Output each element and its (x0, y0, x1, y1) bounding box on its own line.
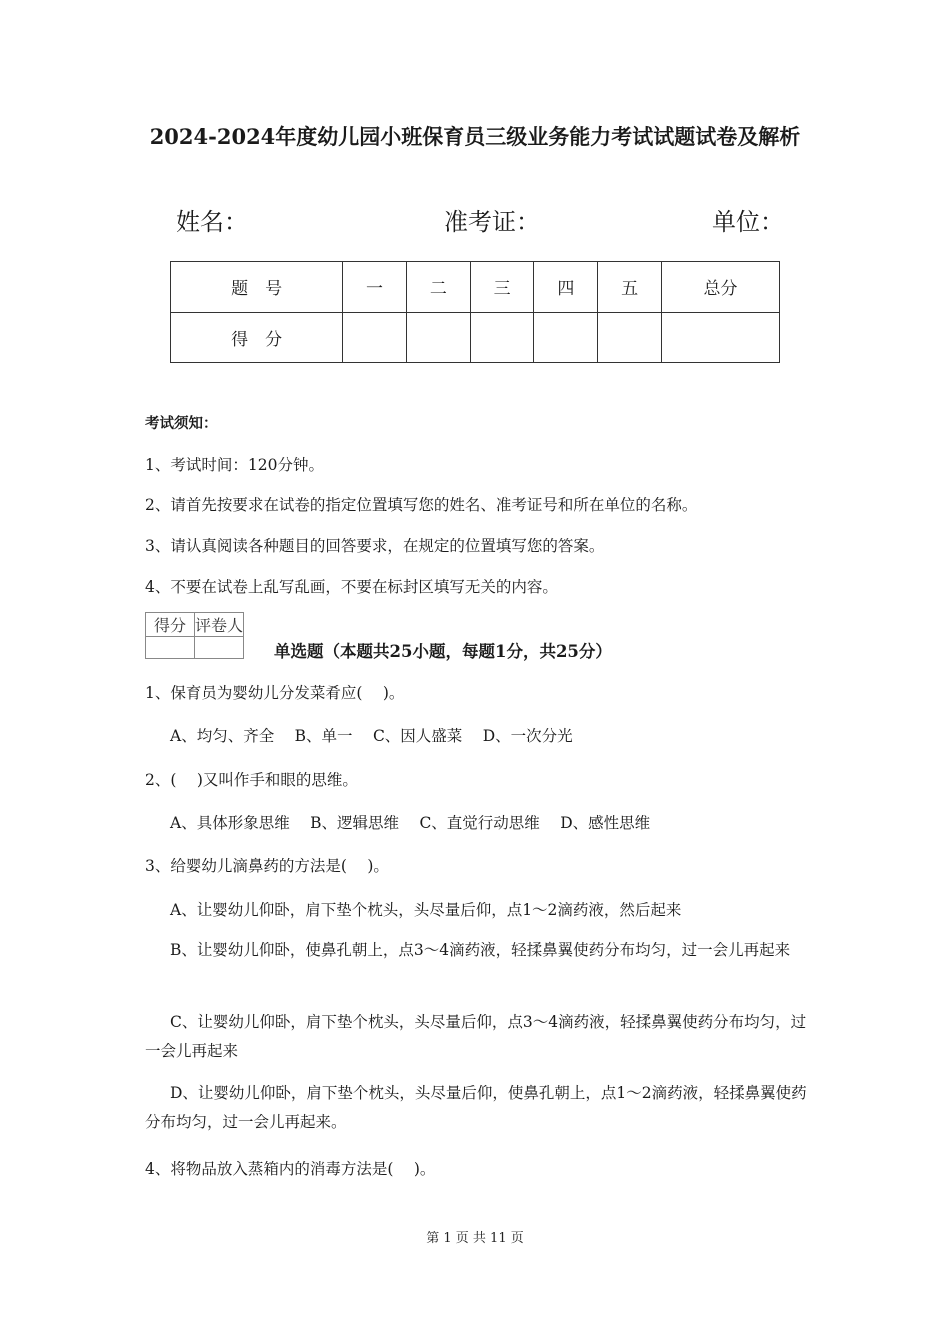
grader-reviewer-cell (195, 637, 244, 659)
score-table-header-row (171, 262, 780, 313)
score-table-header-cell: 一 (343, 262, 407, 313)
score-table-score-row (171, 312, 780, 363)
question-options: A、均匀、齐全 B、单一 C、因人盛菜 D、一次分光 (170, 727, 573, 745)
question-stem: 3、给婴幼儿滴鼻药的方法是( )。 (145, 857, 389, 875)
score-cell (470, 312, 534, 363)
score-table (170, 261, 780, 363)
question-stem: 1、保育员为婴幼儿分发菜肴应( )。 (145, 684, 405, 702)
candidate-info-row (176, 202, 784, 238)
ticket-label: 准考证： (444, 208, 540, 236)
score-table-header-cell: 五 (598, 262, 662, 313)
page-footer: 第 1 页 共 11 页 (426, 1231, 524, 1246)
question-option-c: C、让婴幼儿仰卧，肩下垫个枕头，头尽量后仰，点3～4滴药液，轻揉鼻翼使药分布均匀，过一会儿再起来 (145, 1013, 807, 1060)
score-cell (343, 312, 407, 363)
question-option-d: D、让婴幼儿仰卧，肩下垫个枕头，头尽量后仰，使鼻孔朝上，点1～2滴药液，轻揉鼻翼使药分布均匀，过一会儿再起来。 (145, 1084, 807, 1131)
question-option-b: B、让婴幼儿仰卧，使鼻孔朝上，点3～4滴药液，轻揉鼻翼使药分布均匀，过一会儿再起来 (170, 941, 791, 959)
name-label: 姓名： (176, 208, 248, 236)
notice-item: 3、请认真阅读各种题目的回答要求，在规定的位置填写您的答案。 (145, 537, 605, 555)
grader-reviewer-label: 评卷人 (195, 613, 244, 637)
grader-box (145, 612, 244, 659)
score-cell (406, 312, 470, 363)
section-title: 单选题（本题共25小题，每题1分，共25分） (274, 642, 612, 661)
question-stem: 2、( )又叫作手和眼的思维。 (145, 771, 358, 789)
notice-item: 2、请首先按要求在试卷的指定位置填写您的姓名、准考证号和所在单位的名称。 (145, 496, 698, 514)
grader-score-cell (146, 637, 195, 659)
score-cell (598, 312, 662, 363)
question-option-a: A、让婴幼儿仰卧，肩下垫个枕头，头尽量后仰，点1～2滴药液，然后起来 (170, 901, 682, 919)
grader-score-label: 得分 (146, 613, 195, 637)
question-options: A、具体形象思维 B、逻辑思维 C、直觉行动思维 D、感性思维 (170, 814, 651, 832)
score-cell (662, 312, 780, 363)
question-stem: 4、将物品放入蒸箱内的消毒方法是( )。 (145, 1160, 436, 1178)
score-table-header-cell: 三 (470, 262, 534, 313)
score-table-header-cell: 四 (534, 262, 598, 313)
unit-label: 单位： (712, 208, 784, 236)
score-table-header-cell: 总分 (662, 262, 780, 313)
notice-item: 4、不要在试卷上乱写乱画，不要在标封区填写无关的内容。 (145, 578, 558, 596)
notice-item: 1、考试时间：120分钟。 (145, 456, 324, 474)
notice-heading: 考试须知： (145, 415, 218, 432)
score-table-header-cell: 二 (406, 262, 470, 313)
score-row-label: 得 分 (171, 312, 343, 363)
document-title: 2024-2024年度幼儿园小班保育员三级业务能力考试试题试卷及解析 (149, 124, 801, 149)
score-cell (534, 312, 598, 363)
score-table-header-cell: 题 号 (171, 262, 343, 313)
